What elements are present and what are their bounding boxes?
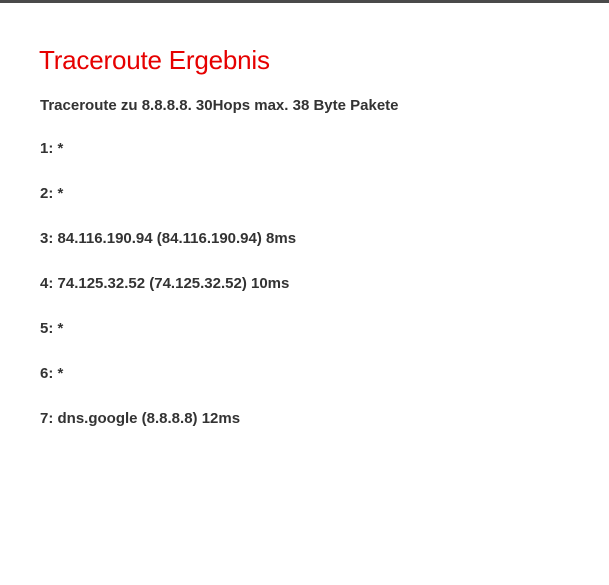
hop-row: 1: * — [40, 140, 64, 157]
hop-row: 7: dns.google (8.8.8.8) 12ms — [40, 410, 241, 427]
traceroute-summary: Traceroute zu 8.8.8.8. 30Hops max. 38 Byte Pakete — [40, 97, 399, 114]
hop-row: 6: * — [40, 365, 64, 382]
page-title: Traceroute Ergebnis — [39, 45, 270, 75]
top-border-bar — [0, 0, 609, 3]
hop-row: 3: 84.116.190.94 (84.116.190.94) 8ms — [40, 230, 297, 247]
hop-row: 5: * — [40, 320, 64, 337]
hop-row: 2: * — [40, 185, 64, 202]
hop-row: 4: 74.125.32.52 (74.125.32.52) 10ms — [40, 275, 290, 292]
